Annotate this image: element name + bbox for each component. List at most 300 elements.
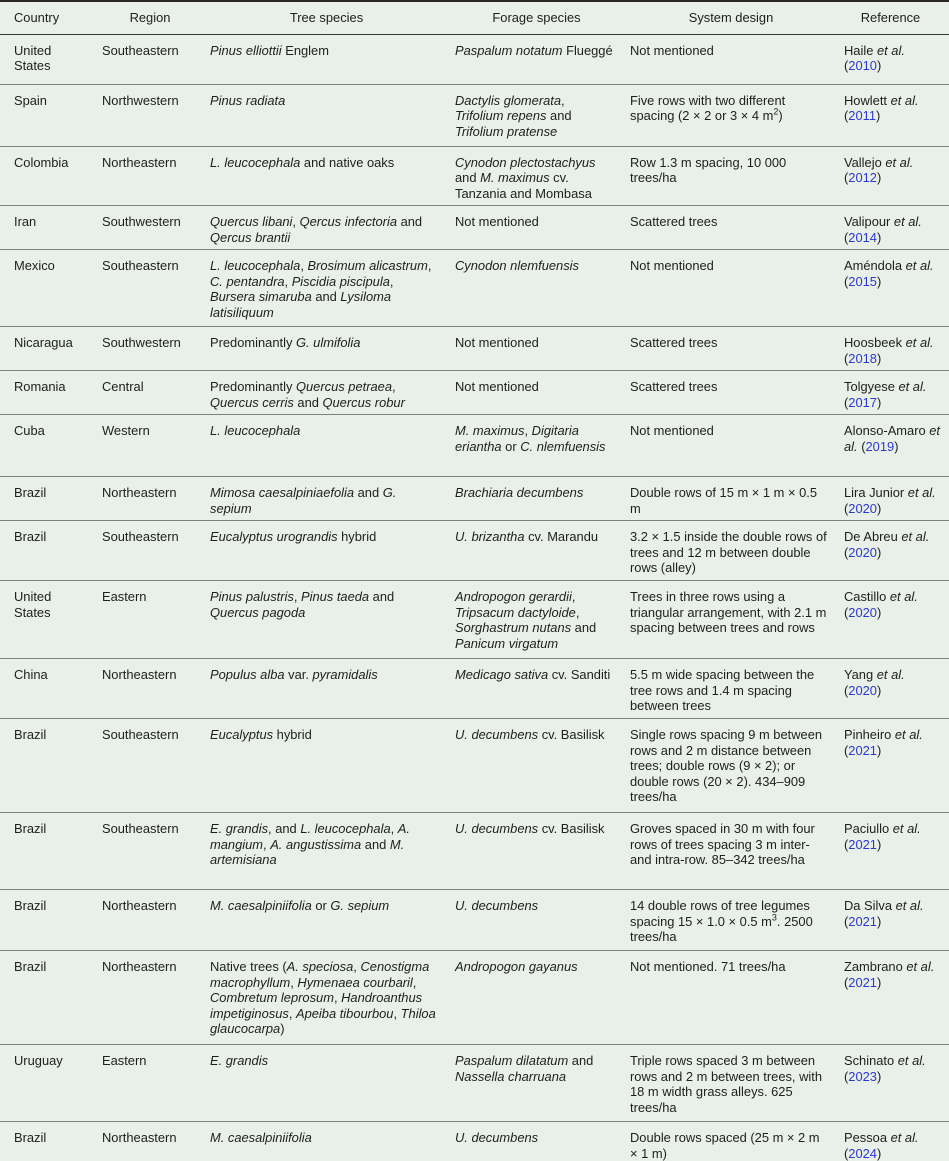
text-segment: 3 <box>771 912 777 923</box>
species-name: M. caesalpiniifolia <box>210 898 312 913</box>
species-name: Sorghastrum nutans <box>455 620 572 635</box>
text-segment: ( <box>844 229 849 245</box>
cell-reference <box>844 659 949 719</box>
species-name: U. brizantha <box>455 529 525 544</box>
cell-system <box>630 146 844 206</box>
cell-tree <box>210 813 455 890</box>
species-name: et al. <box>889 589 918 604</box>
species-name: U. decumbens <box>455 898 539 913</box>
species-name: Trifolium repens <box>455 108 547 123</box>
text-segment: , <box>288 1005 296 1021</box>
text-segment: Southwestern <box>102 214 181 229</box>
text-segment: ) <box>876 170 882 185</box>
species-name: G. ulmifolia <box>295 335 361 350</box>
species-name: et al. <box>895 898 924 913</box>
text-segment: and <box>546 108 572 123</box>
text-segment: Pessoa <box>844 1130 891 1145</box>
cell-system <box>630 34 844 84</box>
table-row <box>0 206 949 250</box>
cell-reference <box>844 206 949 250</box>
text-segment: ) <box>876 1068 882 1084</box>
text-segment: ) <box>876 394 882 410</box>
cell-reference <box>844 250 949 327</box>
text-segment: Northwestern <box>102 92 179 108</box>
text-segment: Iran <box>14 214 37 229</box>
text-segment: Northeastern <box>102 667 177 682</box>
species-name: Tripsacum dactyloide <box>455 604 576 620</box>
text-segment: Southeastern <box>102 42 179 58</box>
reference-year-link[interactable]: 2011 <box>848 108 877 123</box>
species-name: et al. <box>901 529 930 544</box>
text-segment: ) <box>778 108 783 123</box>
cell-region <box>102 206 210 250</box>
reference-year-link[interactable]: 2012 <box>848 170 877 185</box>
cell-region <box>102 521 210 581</box>
table-row <box>0 521 949 581</box>
species-name: et al. <box>890 1130 919 1145</box>
text-segment: Scattered trees <box>630 214 718 229</box>
text-segment: , <box>292 214 300 229</box>
cell-region <box>102 146 210 206</box>
text-segment: Nicaragua <box>14 335 73 350</box>
text-segment: ) <box>876 1145 882 1161</box>
reference-year-link[interactable]: 2014 <box>848 229 877 245</box>
species-name: Quercus petraea <box>295 379 393 394</box>
cell-tree <box>210 415 455 477</box>
species-name: L. leucocephala <box>300 821 391 836</box>
cell-reference <box>844 813 949 890</box>
text-segment: ) <box>876 742 882 758</box>
column-header-system-design: System design <box>630 1 844 34</box>
cell-tree <box>210 581 455 659</box>
species-name: et al. <box>905 258 934 273</box>
table-row <box>0 371 949 415</box>
species-name: et al. <box>906 959 935 974</box>
species-name: A. angustissima <box>270 836 362 852</box>
text-segment: ( <box>844 350 849 366</box>
species-name: Panicum virgatum <box>455 635 559 651</box>
cell-region <box>102 719 210 813</box>
cell-region <box>102 371 210 415</box>
text-segment: and <box>568 1053 594 1068</box>
species-name: Mimosa caesalpiniaefolia <box>210 485 355 500</box>
cell-tree <box>210 659 455 719</box>
table-row <box>0 327 949 371</box>
text-segment: Not mentioned <box>455 335 539 350</box>
cell-system <box>630 951 844 1045</box>
text-segment: ( <box>844 974 849 990</box>
cell-country <box>0 371 102 415</box>
reference-year-link[interactable]: 2019 <box>865 438 895 454</box>
species-name: et al. <box>885 154 914 170</box>
reference-year-link[interactable]: 2020 <box>848 500 877 516</box>
cell-country <box>0 581 102 659</box>
text-segment: China <box>14 667 48 682</box>
cell-reference <box>844 34 949 84</box>
text-segment: Brazil <box>14 1130 47 1145</box>
cell-tree <box>210 206 455 250</box>
text-segment: hybrid <box>273 727 312 742</box>
text-segment: and <box>361 836 390 852</box>
reference-year-link[interactable]: 2015 <box>848 273 877 289</box>
text-segment: , <box>333 990 342 1005</box>
cell-reference <box>844 146 949 206</box>
cell-tree <box>210 84 455 146</box>
species-name: C. nlemfuensis <box>520 438 606 454</box>
table-row <box>0 146 949 206</box>
cell-country <box>0 890 102 951</box>
species-name: U. decumbens <box>455 727 539 742</box>
cell-system <box>630 327 844 371</box>
species-name: A. mangium <box>210 821 410 852</box>
species-name: Cynodon nlemfuensis <box>455 258 579 273</box>
species-name: Eucalyptus urograndis <box>210 529 338 544</box>
cell-forage <box>455 477 630 521</box>
species-name: Brosimum alicastrum <box>307 258 428 273</box>
reference-year-link[interactable]: 2021 <box>848 913 877 929</box>
text-segment: Howlett <box>844 92 891 108</box>
cell-tree <box>210 371 455 415</box>
reference-year-link[interactable]: 2021 <box>848 974 877 990</box>
species-name: E. grandis <box>210 821 269 836</box>
text-segment: ( <box>844 394 849 410</box>
species-name: et al. <box>907 485 936 500</box>
text-segment: Flueggé <box>562 42 613 58</box>
species-name: Pinus elliottii <box>210 42 282 58</box>
reference-year-link[interactable]: 2024 <box>848 1145 877 1161</box>
table-row <box>0 813 949 890</box>
text-segment: Southeastern <box>102 821 179 836</box>
text-segment: and <box>571 620 597 635</box>
species-name: et al. <box>890 92 919 108</box>
cell-forage <box>455 813 630 890</box>
cell-country <box>0 34 102 84</box>
species-name: L. leucocephala <box>210 423 301 438</box>
cell-tree <box>210 146 455 206</box>
text-segment: Uruguay <box>14 1053 63 1068</box>
species-name: Quercus pagoda <box>210 604 306 620</box>
text-segment: Schinato <box>844 1053 898 1068</box>
reference-year-link[interactable]: 2010 <box>848 58 877 73</box>
text-segment: ) <box>876 544 882 560</box>
text-segment: ) <box>876 913 882 929</box>
cell-country <box>0 659 102 719</box>
reference-year-link[interactable]: 2021 <box>848 836 877 852</box>
species-name: M. artemisiana <box>210 836 405 867</box>
text-segment: 5.5 m wide spacing between the tree rows and 1.4 m spacing between trees <box>630 667 815 713</box>
cell-system <box>630 1045 844 1122</box>
text-segment: ) <box>876 604 882 620</box>
species-name: Pinus radiata <box>210 92 286 108</box>
species-name: Trifolium pratense <box>455 123 558 139</box>
species-name: A. speciosa <box>286 959 354 974</box>
table-row <box>0 719 949 813</box>
cell-system <box>630 719 844 813</box>
reference-year-link[interactable]: 2018 <box>848 350 877 366</box>
reference-year-link[interactable]: 2017 <box>848 394 877 410</box>
text-segment: Groves spaced in 30 m with four rows of trees spacing 3 m inter- and intra-row. 85–342 trees/ha <box>630 821 815 867</box>
cell-forage <box>455 371 630 415</box>
text-segment: Eastern <box>102 1053 147 1068</box>
table-row <box>0 1122 949 1161</box>
text-segment: . 2500 trees/ha <box>630 913 813 944</box>
text-segment: ( <box>844 500 849 516</box>
text-segment: ) <box>876 350 882 366</box>
cell-country <box>0 146 102 206</box>
text-segment: ) <box>894 438 899 454</box>
table-row <box>0 250 949 327</box>
species-name: U. decumbens <box>455 821 539 836</box>
species-name: et al. <box>893 214 922 229</box>
cell-system <box>630 521 844 581</box>
cell-reference <box>844 415 949 477</box>
text-segment: and <box>354 485 383 500</box>
text-segment: Brazil <box>14 727 47 742</box>
text-segment: United States <box>14 589 52 620</box>
species-name: et al. <box>876 667 905 682</box>
species-name: Piscidia piscipula <box>291 273 390 289</box>
text-segment: De Abreu <box>844 529 902 544</box>
cell-region <box>102 813 210 890</box>
text-segment: ( <box>844 170 849 185</box>
cell-reference <box>844 521 949 581</box>
cell-country <box>0 1122 102 1161</box>
column-header-reference: Reference <box>844 1 949 34</box>
text-segment: Brazil <box>14 529 47 544</box>
text-segment: Not mentioned <box>455 379 539 394</box>
species-name: Andropogon gayanus <box>455 959 578 974</box>
text-segment: Central <box>102 379 144 394</box>
text-segment: Castillo <box>844 589 890 604</box>
cell-reference <box>844 719 949 813</box>
cell-region <box>102 477 210 521</box>
text-segment: Single rows spacing 9 m between rows and 2 m distance between trees; double rows (9 × 2); or double rows (20 × 2). 434–909 trees/ha <box>630 727 823 804</box>
species-name: Combretum leprosum <box>210 990 334 1005</box>
text-segment: Southeastern <box>102 529 179 544</box>
cell-reference <box>844 1122 949 1161</box>
cell-forage <box>455 206 630 250</box>
cell-tree <box>210 34 455 84</box>
text-segment: Eastern <box>102 589 147 604</box>
cell-system <box>630 659 844 719</box>
cell-region <box>102 327 210 371</box>
text-segment: , <box>284 273 292 289</box>
text-segment: Cuba <box>14 423 45 438</box>
text-segment: , <box>392 379 396 394</box>
species-name: et al. <box>894 727 923 742</box>
text-segment: 2 <box>773 106 779 117</box>
species-name: et al. <box>892 821 921 836</box>
text-segment: or <box>501 438 521 454</box>
cell-system <box>630 477 844 521</box>
cell-forage <box>455 1122 630 1161</box>
text-segment: Zambrano <box>844 959 907 974</box>
text-segment: and native oaks <box>300 154 395 170</box>
cell-country <box>0 813 102 890</box>
cell-forage <box>455 146 630 206</box>
species-name: Medicago sativa <box>455 667 549 682</box>
cell-reference <box>844 890 949 951</box>
cell-system <box>630 581 844 659</box>
reference-year-link[interactable]: 2023 <box>848 1068 877 1084</box>
table-body <box>0 34 949 1161</box>
text-segment: and <box>455 170 481 185</box>
cell-system <box>630 1122 844 1161</box>
text-segment: and <box>369 589 395 604</box>
cell-country <box>0 719 102 813</box>
species-name: G. sepium <box>210 485 397 516</box>
text-segment: ( <box>844 836 849 852</box>
species-name: Dactylis glomerata <box>455 92 562 108</box>
text-segment: Not mentioned <box>630 258 714 273</box>
column-header-forage-species: Forage species <box>455 1 630 34</box>
species-name: Thiloa glaucocarpa <box>210 1005 436 1036</box>
text-segment: , <box>524 423 532 438</box>
text-segment: Not mentioned. 71 trees/ha <box>630 959 786 974</box>
reference-year-link[interactable]: 2020 <box>848 544 877 560</box>
cell-region <box>102 581 210 659</box>
cell-reference <box>844 951 949 1045</box>
cell-reference <box>844 581 949 659</box>
column-header-region: Region <box>102 1 210 34</box>
species-name: C. pentandra <box>210 273 285 289</box>
text-segment: cv. Basilisk <box>538 821 605 836</box>
species-name: Quercus robur <box>322 394 405 410</box>
cell-tree <box>210 890 455 951</box>
table-row <box>0 581 949 659</box>
text-segment: United States <box>14 42 52 73</box>
text-segment: ( <box>844 913 849 929</box>
species-name: Populus alba <box>210 667 285 682</box>
cell-region <box>102 659 210 719</box>
cell-forage <box>455 521 630 581</box>
text-segment: and <box>293 394 323 410</box>
text-segment: Northeastern <box>102 959 177 974</box>
species-name: Qercus infectoria <box>299 214 398 229</box>
species-name: et al. <box>876 42 905 58</box>
text-segment: Brazil <box>14 821 47 836</box>
text-segment: Northeastern <box>102 154 177 170</box>
table-row <box>0 659 949 719</box>
species-name: et al. <box>844 423 941 454</box>
text-segment: ( <box>844 1068 849 1084</box>
table-row <box>0 890 949 951</box>
species-name: M. maximus <box>480 170 550 185</box>
text-segment: Brazil <box>14 485 47 500</box>
text-segment: ( <box>844 1145 849 1161</box>
species-name: Cenostigma macrophyllum <box>210 959 430 990</box>
text-segment: , <box>427 258 432 273</box>
text-segment: Not mentioned <box>455 214 539 229</box>
text-segment: ( <box>844 58 849 73</box>
text-segment: Valipour <box>844 214 894 229</box>
text-segment: 14 double rows of tree legumes spacing 15 × 1.0 × 0.5 m <box>630 898 810 929</box>
text-segment: Améndola <box>844 258 906 273</box>
text-segment: Native trees ( <box>210 959 287 974</box>
text-segment: ) <box>876 108 881 123</box>
text-segment: Northeastern <box>102 485 177 500</box>
reference-year-link[interactable]: 2020 <box>848 604 877 620</box>
cell-system <box>630 250 844 327</box>
text-segment: , <box>393 1005 401 1021</box>
table-row <box>0 1045 949 1122</box>
cell-system <box>630 813 844 890</box>
species-name: L. leucocephala <box>210 258 301 273</box>
cell-reference <box>844 371 949 415</box>
cell-country <box>0 477 102 521</box>
cell-system <box>630 371 844 415</box>
cell-country <box>0 415 102 477</box>
text-segment: ) <box>876 58 882 73</box>
cell-region <box>102 890 210 951</box>
cell-country <box>0 84 102 146</box>
species-name: et al. <box>898 379 927 394</box>
cell-tree <box>210 477 455 521</box>
text-segment: , <box>412 974 417 990</box>
cell-forage <box>455 415 630 477</box>
text-segment: hybrid <box>337 529 377 544</box>
species-name: M. caesalpiniifolia <box>210 1130 312 1145</box>
text-segment: Mexico <box>14 258 55 273</box>
cell-region <box>102 250 210 327</box>
cell-country <box>0 327 102 371</box>
text-segment: , <box>290 974 298 990</box>
cell-system <box>630 206 844 250</box>
text-segment: , <box>389 273 394 289</box>
species-name: Paspalum notatum <box>455 42 563 58</box>
species-name: Brachiaria decumbens <box>455 485 584 500</box>
text-segment: Lira Junior <box>844 485 908 500</box>
text-segment: , <box>571 589 576 604</box>
text-segment: , <box>263 836 271 852</box>
text-segment: cv. Marandu <box>524 529 599 544</box>
text-segment: Western <box>102 423 150 438</box>
cell-forage <box>455 719 630 813</box>
cell-country <box>0 250 102 327</box>
text-segment: Predominantly <box>210 379 296 394</box>
text-segment: , <box>300 258 308 273</box>
text-segment: Hoosbeek <box>844 335 906 350</box>
cell-region <box>102 84 210 146</box>
text-segment: Haile <box>844 42 877 58</box>
species-name: Quercus libani <box>210 214 293 229</box>
cell-tree <box>210 327 455 371</box>
text-segment: ( <box>844 604 849 620</box>
species-name: L. leucocephala <box>210 154 301 170</box>
species-name: Hymenaea courbaril <box>297 974 413 990</box>
cell-forage <box>455 1045 630 1122</box>
text-segment: Brazil <box>14 898 47 913</box>
text-segment: Row 1.3 m spacing, 10 000 trees/ha <box>630 154 787 185</box>
text-segment: Vallejo <box>844 154 886 170</box>
text-segment: Pinheiro <box>844 727 895 742</box>
text-segment: Not mentioned <box>630 42 714 58</box>
text-segment: Not mentioned <box>630 423 714 438</box>
reference-year-link[interactable]: 2021 <box>848 742 877 758</box>
cell-tree <box>210 521 455 581</box>
text-segment: Double rows spaced (25 m × 2 m × 1 m) <box>630 1130 820 1161</box>
text-segment: Brazil <box>14 959 47 974</box>
species-name: Quercus cerris <box>210 394 294 410</box>
cell-tree <box>210 1122 455 1161</box>
text-segment: ) <box>876 229 882 245</box>
species-name: pyramidalis <box>312 667 378 682</box>
species-name: et al. <box>897 1053 926 1068</box>
table-header-row <box>0 1 949 34</box>
text-segment: ) <box>876 500 882 516</box>
reference-year-link[interactable]: 2020 <box>848 682 877 698</box>
species-name: Bursera simaruba <box>210 289 312 304</box>
